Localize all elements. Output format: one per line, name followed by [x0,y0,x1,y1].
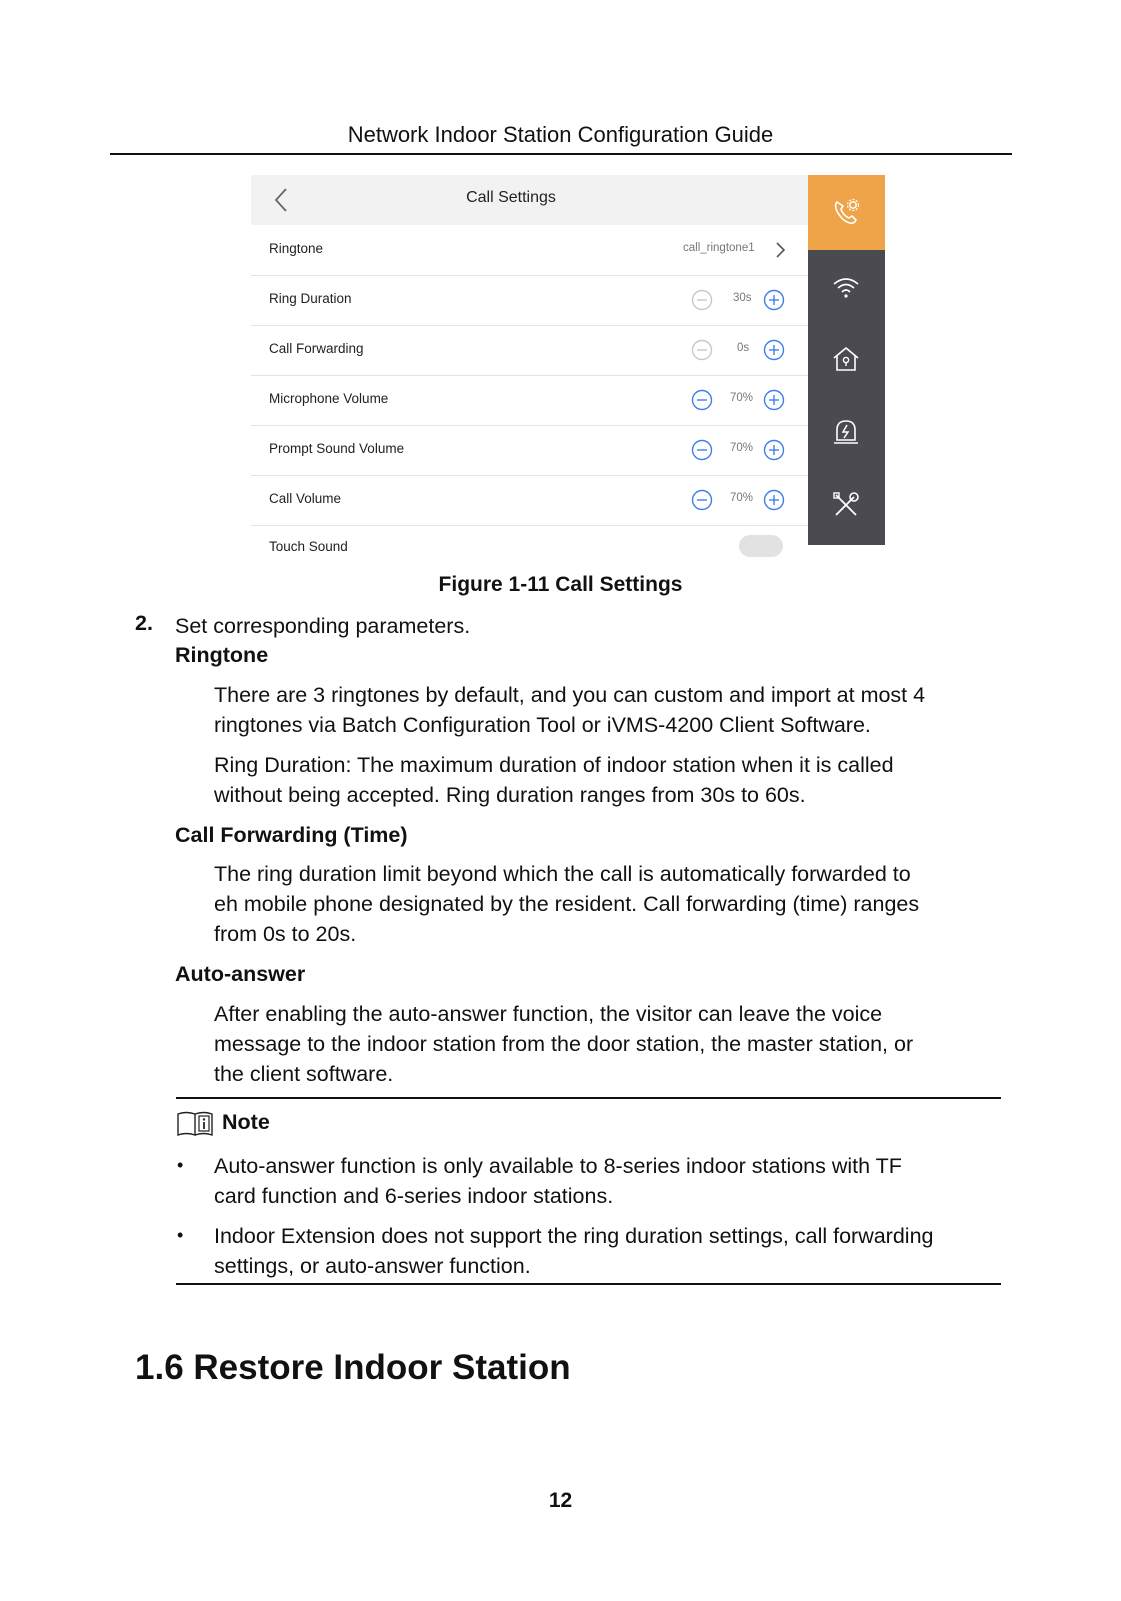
sidebar-item-call-settings[interactable] [808,175,885,250]
ringtone-heading: Ringtone [175,643,269,667]
screen-title: Call Settings [466,189,556,206]
phone-gear-icon [830,196,862,228]
prompt-sound-volume-value: 70% [730,442,754,454]
note-label: Note [222,1110,270,1134]
forwarding-line1: The ring duration limit beyond which the call is automatically forwarded to [214,862,911,886]
figure-caption: Figure 1-11 Call Settings [438,573,683,596]
plus-circle-icon[interactable] [763,439,785,461]
autoanswer-line1: After enabling the auto-answer function, the visitor can leave the voice [214,1002,883,1026]
row-label: Call Volume [269,491,342,506]
cut-off-row-label: Touch Sound [269,539,348,554]
page-number: 12 [548,1489,573,1512]
ringtone-para2-line2: without being accepted. Ring duration ranges from 30s to 60s. [214,783,806,807]
bullet-1: • [177,1155,184,1175]
setting-row-call-forwarding [251,325,808,376]
ringtone-para1-line2: ringtones via Batch Configuration Tool or iVMS-4200 Client Software. [214,713,871,737]
plus-circle-icon[interactable] [763,489,785,511]
setting-row-microphone-volume [251,375,808,426]
autoanswer-line2: message to the indoor station from the door station, the master station, or [214,1032,914,1056]
step-text: Set corresponding parameters. [175,614,471,638]
setting-row-call-volume [251,475,808,526]
ringtone-value: call_ringtone1 [683,242,755,254]
settings-sidebar [808,175,885,545]
ringtone-para1-line1: There are 3 ringtones by default, and you can custom and import at most 4 [214,683,926,707]
autoanswer-line3: the client software. [214,1062,394,1086]
call-volume-value: 70% [730,492,754,504]
note-book-icon [176,1110,214,1138]
setting-row-ring-duration [251,275,808,326]
row-label: Ringtone [269,241,324,256]
step-number: 2. [135,611,153,635]
row-label: Call Forwarding [269,341,364,356]
settings-panel [251,175,808,554]
note-item1-line1: Auto-answer function is only available to 8-series indoor stations with TF [214,1154,902,1178]
minus-circle-icon[interactable] [691,339,713,361]
setting-row-prompt-sound-volume [251,425,808,476]
touch-sound-toggle[interactable] [739,535,783,557]
call-forwarding-value: 0s [737,342,750,354]
ringtone-para2-line1: Ring Duration: The maximum duration of indoor station when it is called [214,753,894,777]
minus-circle-icon[interactable] [691,489,713,511]
plus-circle-icon[interactable] [763,289,785,311]
note-item2-line2: settings, or auto-answer function. [214,1254,531,1278]
wifi-icon[interactable] [830,271,862,303]
note-item1-line2: card function and 6-series indoor stations. [214,1184,614,1208]
panel-header [251,175,808,225]
plus-circle-icon[interactable] [763,339,785,361]
minus-circle-icon[interactable] [691,389,713,411]
note-top-rule [176,1097,1001,1099]
row-label: Microphone Volume [269,391,389,406]
call-settings-figure [251,175,885,554]
header-rule [110,153,1012,155]
page-header-title: Network Indoor Station Configuration Guide [347,122,774,147]
auto-answer-heading: Auto-answer [175,962,306,986]
home-icon[interactable] [830,343,862,375]
microphone-volume-value: 70% [730,392,754,404]
call-forwarding-heading: Call Forwarding (Time) [175,823,408,847]
row-label: Prompt Sound Volume [269,441,405,456]
ring-duration-value: 30s [733,292,752,304]
forwarding-line3: from 0s to 20s. [214,922,357,946]
note-item2-line1: Indoor Extension does not support the ring duration settings, call forwarding [214,1224,934,1248]
section-title: 1.6 Restore Indoor Station [135,1348,571,1387]
tools-icon[interactable] [830,489,862,521]
note-bottom-rule [176,1283,1001,1285]
bullet-2: • [177,1225,184,1245]
minus-circle-icon[interactable] [691,289,713,311]
chevron-right-icon[interactable] [773,241,787,259]
alarm-icon[interactable] [830,415,862,447]
forwarding-line2: eh mobile phone designated by the resident. Call forwarding (time) ranges [214,892,920,916]
minus-circle-icon[interactable] [691,439,713,461]
plus-circle-icon[interactable] [763,389,785,411]
setting-row-ringtone[interactable] [251,225,808,276]
row-label: Ring Duration [269,291,352,306]
